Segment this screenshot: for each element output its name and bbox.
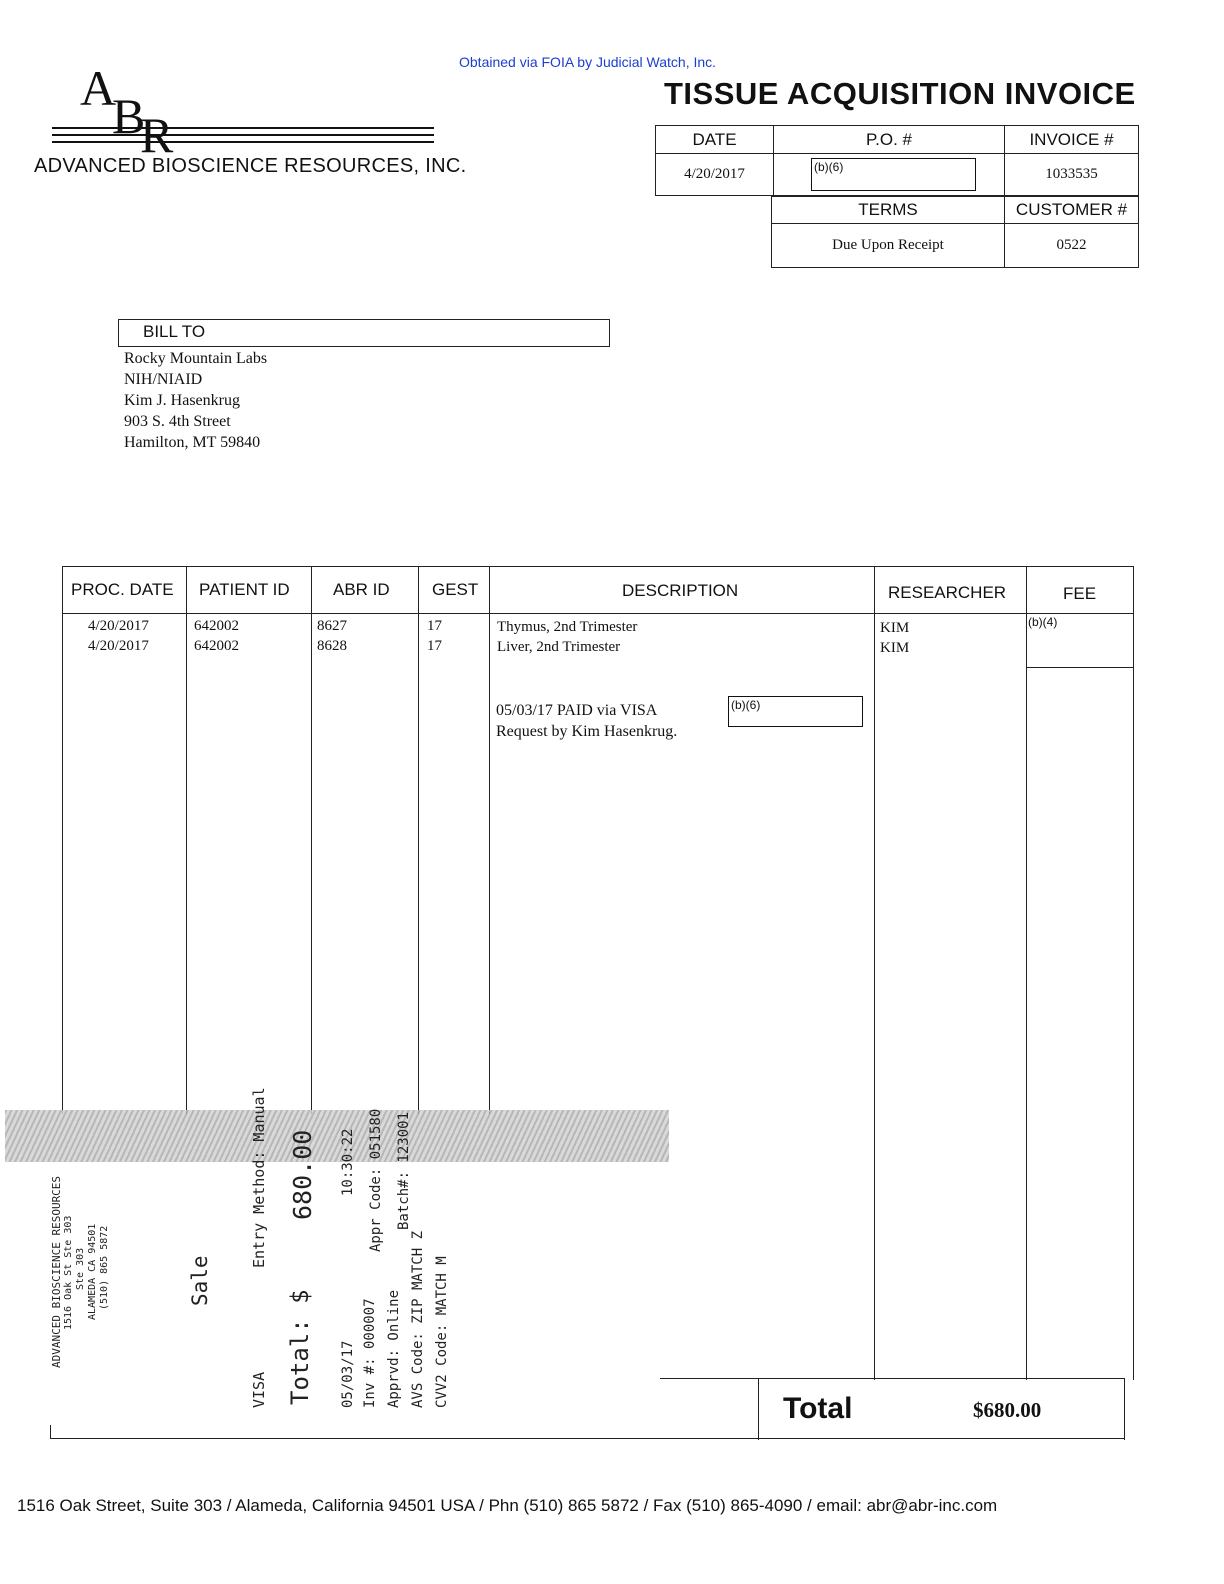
payment-redaction [728,696,863,727]
svg-text:B: B [112,88,146,144]
receipt-total-label: Total: $ [286,1289,314,1405]
row1-abr-id: 8627 [317,618,347,634]
svg-text:A: A [80,60,117,116]
col-patient-id: PATIENT ID [199,580,290,599]
row1-proc-date: 4/20/2017 [88,618,149,634]
customer-number-header: CUSTOMER # [1004,196,1139,224]
receipt-amount: 680.00 [288,1129,317,1220]
po-redaction [811,158,976,191]
receipt-avs: AVS Code: ZIP MATCH Z [410,1230,426,1408]
row2-abr-id: 8628 [317,638,347,654]
table-left-border [62,566,63,1114]
customer-number-value: 0522 [1004,223,1139,268]
company-name: ADVANCED BIOSCIENCE RESOURCES, INC. [34,155,467,177]
col-fee: FEE [1063,584,1097,603]
receipt-scan-band [5,1110,669,1162]
total-left-border [758,1378,759,1440]
request-note: Request by Kim Hasenkrug. [496,723,678,740]
col-proc-date: PROC. DATE [71,580,174,599]
bill-to-line: 903 S. 4th Street [124,413,231,430]
total-top-border [660,1378,1125,1379]
row2-description: Liver, 2nd Trimester [497,639,621,655]
table-top-border [62,566,1134,567]
column-divider [186,566,187,1114]
column-divider [418,566,419,1114]
receipt-merchant-line: (510) 865 5872 [99,1225,110,1310]
total-value: $680.00 [973,1398,1042,1422]
footer-address: 1516 Oak Street, Suite 303 / Alameda, California 94501 USA / Phn (510) 865 5872 / Fax (510) 865-4090 / email: abr@abr-inc.com [17,1496,998,1515]
row2-proc-date: 4/20/2017 [88,638,149,654]
row2-gest: 17 [427,638,442,654]
column-divider [1026,566,1027,1380]
bill-to-label: BILL TO [118,319,610,347]
receipt-time: 10:30:22 [340,1128,356,1196]
row1-researcher: KIM [880,620,910,636]
col-abr-id: ABR ID [333,580,390,599]
column-divider [311,566,312,1114]
column-divider [874,566,875,1380]
receipt-entry-method: Entry Method: Manual [250,1087,268,1268]
col-description: DESCRIPTION [622,581,739,600]
table-right-border [1133,566,1134,1380]
col-gest: GEST [432,580,479,599]
terms-value: Due Upon Receipt [771,223,1005,268]
receipt-sale: Sale [188,1255,212,1306]
invoice-date-value: 4/20/2017 [655,153,774,196]
row2-researcher: KIM [880,640,910,656]
row1-patient-id: 642002 [194,618,239,634]
receipt-merchant-line: ADVANCED BIOSCIENCE RESOURCES [50,1175,63,1368]
payment-note: 05/03/17 PAID via VISA [496,702,658,719]
receipt-date: 05/03/17 [340,1340,356,1408]
total-label: Total [783,1392,853,1425]
receipt-card: VISA [250,1371,268,1408]
terms-header: TERMS [771,196,1005,224]
receipt-merchant-line: Ste 303 [75,1247,86,1290]
receipt-batch: Batch#: 123001 [396,1111,412,1230]
row1-gest: 17 [427,618,442,634]
col-researcher: RESEARCHER [888,583,1007,602]
po-header: P.O. # [773,125,1005,154]
bill-to-line: Hamilton, MT 59840 [124,434,261,451]
invoice-number-header: INVOICE # [1004,125,1139,154]
receipt-cvv2: CVV2 Code: MATCH M [434,1256,450,1408]
column-divider [489,566,490,1114]
bottom-left-tick [50,1425,51,1439]
po-redaction-label: (b)(6) [814,160,844,174]
date-header: DATE [655,125,774,154]
total-right-border [1124,1378,1125,1440]
receipt-apprvd: Apprvd: Online [386,1289,402,1408]
payment-redaction-label: (b)(6) [731,698,761,712]
bill-to-line: Rocky Mountain Labs [124,350,268,367]
bill-to-line: NIH/NIAID [124,371,203,388]
receipt-appr-code: Appr Code: 051580 [368,1108,384,1252]
row2-patient-id: 642002 [194,638,239,654]
invoice-title: TISSUE ACQUISITION INVOICE [664,76,1136,111]
fee-cell-border [1026,667,1133,668]
invoice-number-value: 1033535 [1004,153,1139,196]
abr-logo [40,55,460,155]
foia-watermark: Obtained via FOIA by Judicial Watch, Inc. [459,54,717,70]
row1-description: Thymus, 2nd Trimester [497,619,638,635]
receipt-merchant-line: ALAMEDA CA 94501 [87,1223,98,1320]
receipt-merchant-line: 1516 Oak St Ste 303 [63,1215,74,1330]
receipt-inv: Inv #: 000007 [362,1298,378,1408]
table-bottom-border [50,1438,1125,1439]
svg-text:R: R [140,107,174,155]
table-header-border [62,613,1134,614]
fee-redaction: (b)(4) [1028,615,1058,629]
bill-to-line: Kim J. Hasenkrug [124,392,240,409]
